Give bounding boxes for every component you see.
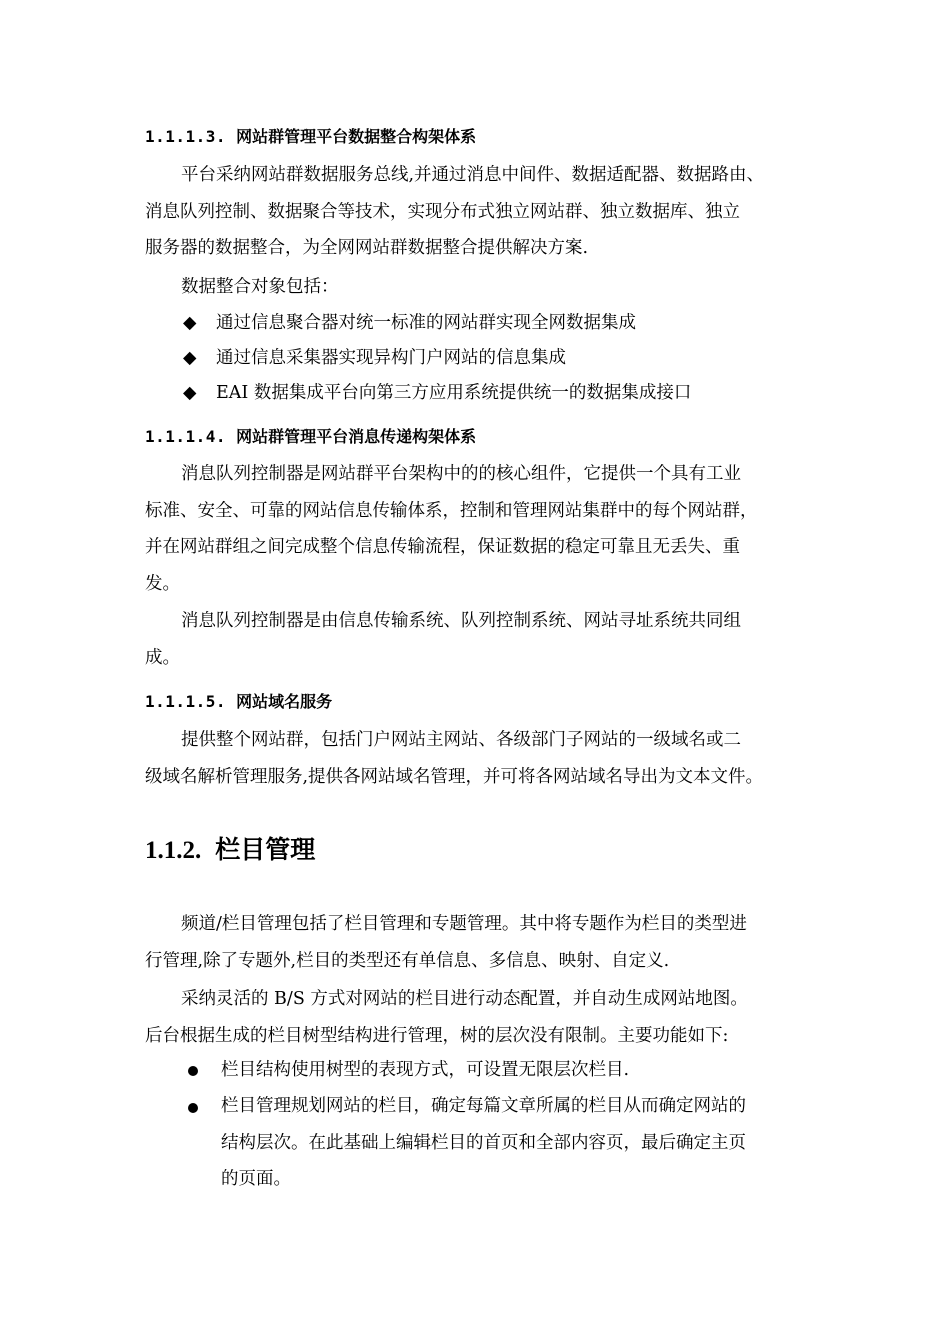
text-line: 数据整合对象包括： (181, 277, 339, 297)
heading-1-1-1-3 (145, 124, 476, 147)
paragraph-domain-service (145, 722, 825, 795)
paragraph-integration-objects (145, 269, 825, 306)
list-item-text (221, 1088, 821, 1198)
text-line: 的页面。 (221, 1169, 291, 1189)
heading-title: 栏目管理 (215, 835, 316, 864)
heading-number: 1.1.1.3. (145, 127, 227, 146)
heading-number: 1.1.2. (145, 837, 202, 864)
text-line: 级域名解析管理服务,提供各网站域名管理，并可将各网站域名导出为文本文件。 (145, 766, 764, 787)
paragraph-queue-composition (145, 603, 825, 676)
text-line: 消息队列控制器是网站群平台架构中的的核心组件，它提供一个具有工业 (181, 464, 741, 484)
heading-number: 1.1.1.5. (145, 692, 227, 711)
text-line: 成。 (145, 647, 180, 668)
text-line: 发。 (145, 573, 180, 594)
list-item (183, 379, 691, 404)
round-bullet-icon (188, 1103, 198, 1113)
text-line: 消息队列控制器是由信息传输系统、队列控制系统、网站寻址系统共同组 (181, 611, 741, 631)
heading-number: 1.1.1.4. (145, 427, 227, 446)
heading-1-1-2 (145, 830, 315, 866)
text-line: 栏目结构使用树型的表现方式，可设置无限层次栏目. (221, 1060, 630, 1080)
text-line: 行管理,除了专题外,栏目的类型还有单信息、多信息、映射、自定义. (145, 950, 670, 971)
text-line: 频道/栏目管理包括了栏目管理和专题管理。其中将专题作为栏目的类型进 (181, 914, 747, 934)
text-line: 结构层次。在此基础上编辑栏目的首页和全部内容页，最后确定主页 (221, 1132, 746, 1153)
diamond-bullet-icon: ◆ (183, 383, 197, 403)
text-line: 消息队列控制、数据聚合等技术，实现分布式独立网站群、独立数据库、独立 (145, 201, 740, 222)
list-item (188, 1060, 198, 1080)
text-line: 采纳灵活的 B/S 方式对网站的栏目进行动态配置，并自动生成网站地图。 (181, 989, 748, 1009)
list-item (183, 309, 636, 334)
paragraph-bs-config (145, 981, 825, 1054)
list-item-text (221, 1052, 821, 1089)
paragraph-message-queue (145, 456, 825, 602)
round-bullet-icon (188, 1066, 198, 1076)
diamond-bullet-icon: ◆ (183, 313, 197, 333)
list-item (183, 344, 566, 369)
text-line: 栏目管理规划网站的栏目，确定每篇文章所属的栏目从而确定网站的 (221, 1096, 746, 1116)
text-line: 标准、安全、可靠的网站信息传输体系，控制和管理网站集群中的每个网站群， (145, 500, 758, 521)
paragraph-channel-management (145, 906, 825, 979)
heading-title: 网站群管理平台数据整合构架体系 (236, 127, 477, 146)
list-item-text: 通过信息聚合器对统一标准的网站群实现全网数据集成 (216, 313, 636, 333)
diamond-bullet-icon: ◆ (183, 348, 197, 368)
text-line: 并在网站群组之间完成整个信息传输流程，保证数据的稳定可靠且无丢失、重 (145, 537, 740, 557)
list-item-text: EAI 数据集成平台向第三方应用系统提供统一的数据集成接口 (216, 383, 692, 403)
heading-1-1-1-5 (145, 689, 332, 712)
text-line: 后台根据生成的栏目树型结构进行管理，树的层次没有限制。主要功能如下: (145, 1025, 729, 1046)
heading-title: 网站群管理平台消息传递构架体系 (236, 427, 477, 446)
text-line: 提供整个网站群，包括门户网站主网站、各级部门子网站的一级域名或二 (181, 730, 741, 750)
text-line: 平台采纳网站群数据服务总线,并通过消息中间件、数据适配器、数据路由、 (181, 165, 765, 185)
heading-title: 网站域名服务 (236, 692, 333, 711)
list-item-text: 通过信息采集器实现异构门户网站的信息集成 (216, 348, 566, 368)
list-item (188, 1097, 198, 1117)
paragraph-data-integration (145, 157, 825, 267)
heading-1-1-1-4 (145, 424, 476, 447)
text-line: 服务器的数据整合，为全网网站群数据整合提供解决方案. (145, 238, 589, 258)
